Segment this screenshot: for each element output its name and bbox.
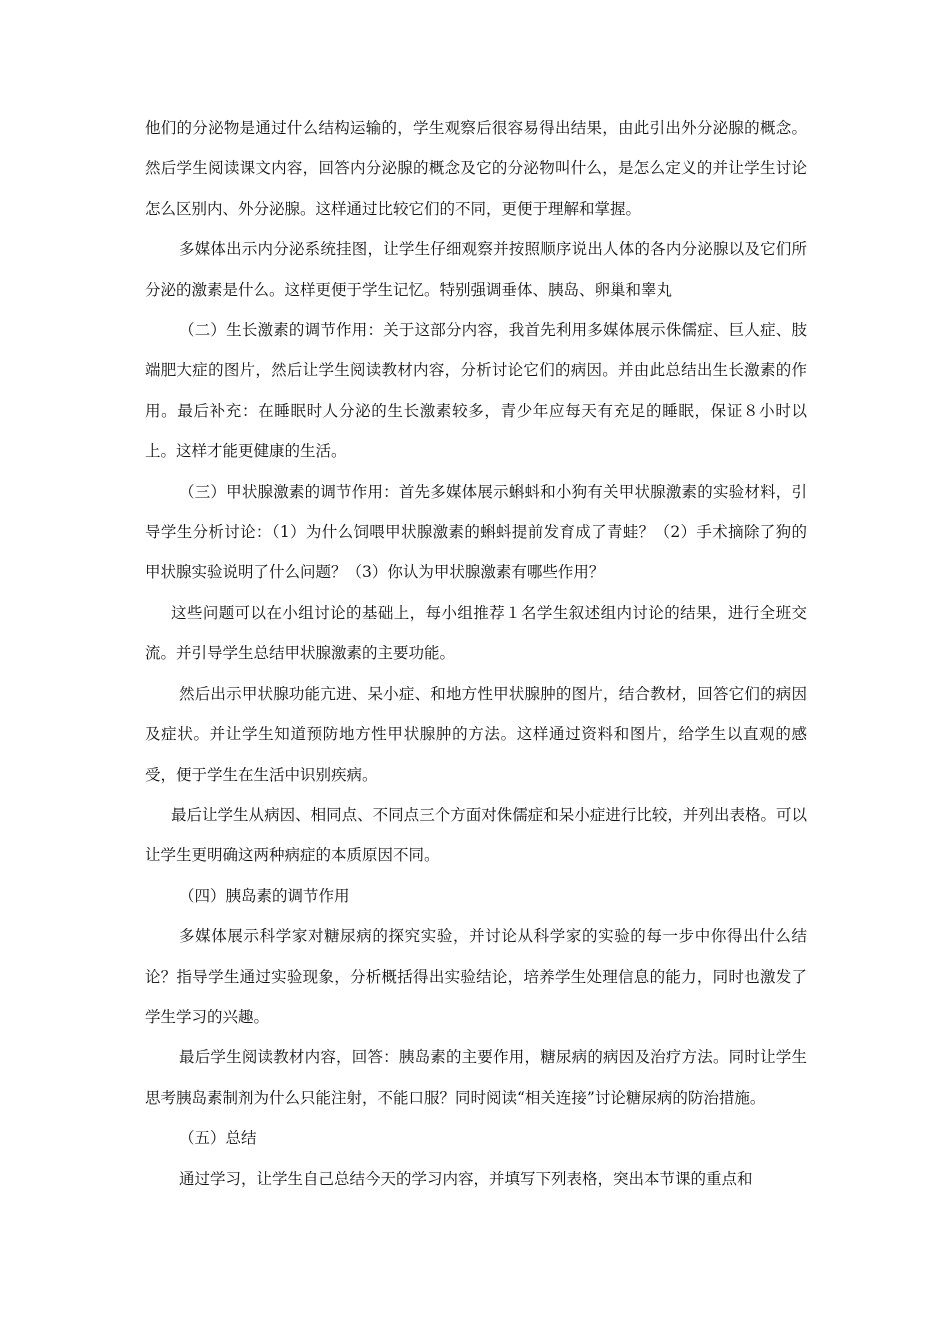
paragraph-summary: 通过学习，让学生自己总结今天的学习内容，并填写下列表格，突出本节课的重点和: [179, 1169, 753, 1188]
paragraph-growth-hormone: （二）生长激素的调节作用：关于这部分内容，我首先利用多媒体展示侏儒症、巨人症、肢端肥大症的图片，然后让学生阅读教材内容，分析讨论它们的病因。并由此总结出生长激素的作用。最后补充：在睡眠时人分泌的生长激素较多，青少年应每天有充足的睡眠，保证８小时以上。这样才能更健康的生活。: [145, 321, 807, 461]
paragraph-diabetes-experiment: 多媒体展示科学家对糖尿病的探究实验，并讨论从科学家的实验的每一步中你得出什么结论？指导学生通过实验现象，分析概括得出实验结论，培养学生处理信息的能力，同时也激发了学生学习的兴趣。: [145, 927, 807, 1026]
paragraph-disease-comparison: 最后让学生从病因、相同点、不同点三个方面对侏儒症和呆小症进行比较，并列出表格。可以让学生更明确这两种病症的本质原因不同。: [145, 805, 807, 865]
paragraph-exocrine-intro: 他们的分泌物是通过什么结构运输的，学生观察后很容易得出结果，由此引出外分泌腺的概念。然后学生阅读课文内容，回答内分泌腺的概念及它的分泌物叫什么，是怎么定义的并让学生讨论怎么区别内、外分泌腺。这样通过比较它们的不同，更便于理解和掌握。: [145, 119, 807, 218]
section-heading-summary: （五）总结: [179, 1129, 257, 1148]
paragraph-thyroid-hormone: （三）甲状腺激素的调节作用：首先多媒体展示蝌蚪和小狗有关甲状腺激素的实验材料，引导学生分析讨论：（1）为什么饲喂甲状腺激素的蝌蚪提前发育成了青蛙？（2）手术摘除了狗的甲状腺实验说明了什么问题？（3）你认为甲状腺激素有哪些作用？: [145, 482, 807, 582]
paragraph-insulin-reading: 最后学生阅读教材内容，回答：胰岛素的主要作用，糖尿病的病因及治疗方法。同时让学生思考胰岛素制剂为什么只能注射，不能口服？同时阅读“相关连接”讨论糖尿病的防治措施。: [145, 1048, 807, 1107]
document-body: [145, 108, 807, 1199]
section-heading-insulin: （四）胰岛素的调节作用: [179, 886, 350, 905]
paragraph-thyroid-diseases: 然后出示甲状腺功能亢进、呆小症、和地方性甲状腺肿的图片，结合教材，回答它们的病因及症状。并让学生知道预防地方性甲状腺肿的方法。这样通过资料和图片，给学生以直观的感受，便于学生在生活中识别疾病。: [145, 684, 807, 784]
paragraph-endocrine-chart: 多媒体出示内分泌系统挂图，让学生仔细观察并按照顺序说出人体的各内分泌腺以及它们所分泌的激素是什么。这样更便于学生记忆。特别强调垂体、胰岛、卵巢和睾丸: [145, 240, 807, 299]
paragraph-group-discussion: 这些问题可以在小组讨论的基础上，每小组推荐１名学生叙述组内讨论的结果，进行全班交流。并引导学生总结甲状腺激素的主要功能。: [145, 603, 807, 663]
